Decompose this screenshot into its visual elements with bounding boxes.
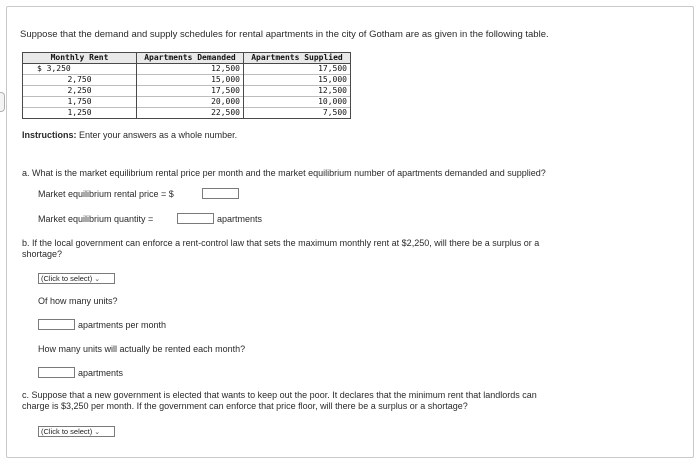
instructions-label: Instructions:: [22, 130, 77, 140]
part-c-prompt-line1: c. Suppose that a new government is elected that wants to keep out the poor. It declares that the minimum rent that landlords can: [22, 390, 537, 400]
units-question: Of how many units?: [38, 296, 118, 306]
demanded-cell: 12,500: [137, 64, 244, 75]
demanded-cell: 17,500: [137, 86, 244, 97]
side-panel-handle[interactable]: [0, 92, 5, 112]
equilibrium-price-label: Market equilibrium rental price = $: [38, 189, 174, 199]
rented-unit: apartments: [78, 368, 124, 378]
supplied-cell: 12,500: [244, 86, 351, 97]
equilibrium-quantity-unit: apartments: [217, 214, 263, 224]
rented-input[interactable]: [38, 367, 75, 378]
header-monthly-rent: Monthly Rent: [23, 53, 137, 64]
table-row: [23, 75, 351, 86]
supplied-cell: 7,500: [244, 108, 351, 119]
part-b-prompt-line1: b. If the local government can enforce a rent-control law that sets the maximum monthly rent at $2,250, will there be a surplus or a: [22, 238, 540, 248]
supplied-cell: 15,000: [244, 75, 351, 86]
part-c-prompt-line2: charge is $3,250 per month. If the government can enforce that price floor, will there be a surplus or a shortage?: [22, 401, 468, 411]
rented-question: How many units will actually be rented each month?: [38, 344, 246, 354]
select-label: (Click to select): [41, 427, 93, 436]
table-header-row: [23, 53, 351, 64]
header-apartments-supplied: Apartments Supplied: [244, 53, 351, 64]
table-row: [23, 108, 351, 119]
units-unit: apartments per month: [78, 320, 167, 330]
equilibrium-price-input[interactable]: [202, 188, 239, 199]
part-b-prompt-line2: shortage?: [22, 249, 63, 259]
supplied-cell: 10,000: [244, 97, 351, 108]
demanded-cell: 20,000: [137, 97, 244, 108]
demanded-cell: 15,000: [137, 75, 244, 86]
table-row: [23, 64, 351, 75]
table-row: [23, 97, 351, 108]
select-label: (Click to select): [41, 274, 93, 283]
chevron-down-icon: ⌄: [94, 429, 101, 436]
surplus-shortage-select-b[interactable]: [38, 273, 115, 284]
table-row: [23, 86, 351, 97]
equilibrium-quantity-label: Market equilibrium quantity =: [38, 214, 154, 224]
units-input[interactable]: [38, 319, 75, 330]
rent-cell: $ 3,250: [23, 64, 137, 75]
schedule-table: [22, 52, 351, 119]
surplus-shortage-select-c[interactable]: [38, 426, 115, 437]
demanded-cell: 22,500: [137, 108, 244, 119]
rent-cell: 2,250: [23, 86, 137, 97]
instructions: [22, 130, 237, 140]
part-a-prompt: a. What is the market equilibrium rental price per month and the market equilibrium number of apartments demanded and supplied?: [22, 168, 546, 178]
rent-cell: 1,750: [23, 97, 137, 108]
supplied-cell: 17,500: [244, 64, 351, 75]
instructions-text: Enter your answers as a whole number.: [76, 130, 238, 140]
rent-cell: 2,750: [23, 75, 137, 86]
header-apartments-demanded: Apartments Demanded: [137, 53, 244, 64]
equilibrium-quantity-input[interactable]: [177, 213, 214, 224]
chevron-down-icon: ⌄: [94, 276, 101, 283]
question-intro: Suppose that the demand and supply schedules for rental apartments in the city of Gotham are as given in the following table.: [20, 29, 549, 40]
rent-cell: 1,250: [23, 108, 137, 119]
